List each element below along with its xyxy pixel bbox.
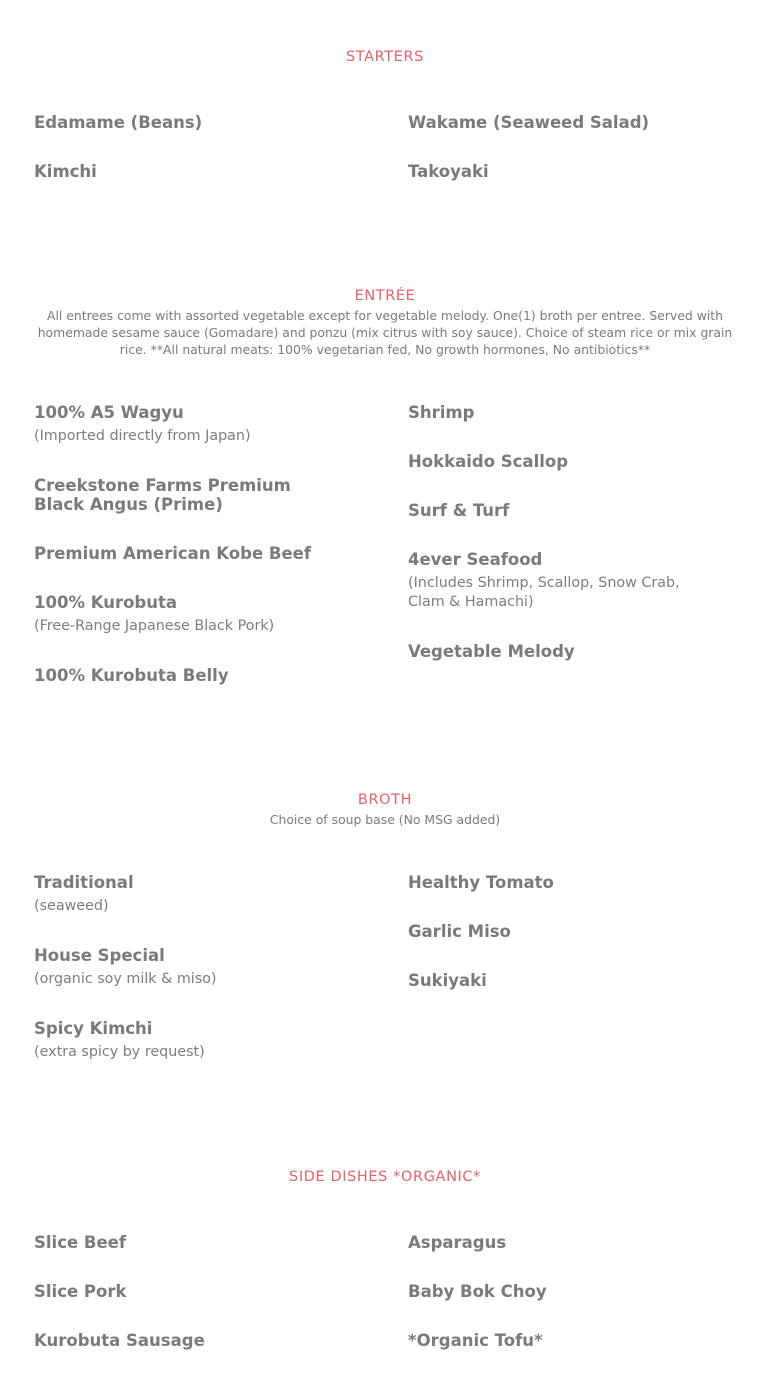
menu-item-name: 100% Kurobuta Belly [34,666,229,685]
menu-item-name: Wakame (Seaweed Salad) [408,113,650,132]
menu-item-name: Premium American Kobe Beef [34,544,312,563]
menu-item [34,1019,364,1062]
menu-item-name: Edamame (Beans) [34,113,203,132]
menu-item [408,113,738,132]
menu-item [34,593,364,636]
entree-left-column [34,403,364,715]
menu-item-note: (extra spicy by request) [34,1044,205,1060]
menu-item-note: (Free-Range Japanese Black Pork) [34,618,275,634]
entree-right-column [408,403,738,691]
side-dishes-section [0,1168,770,1186]
menu-item-note: (organic soy milk & miso) [34,971,217,987]
menu-item-name: Slice Pork [34,1282,127,1301]
broth-description: Choice of soup base (No MSG added) [269,812,501,827]
broth-section [0,791,770,828]
menu-item-name: Surf & Turf [408,501,510,520]
menu-item-name: 100% Kurobuta [34,593,178,612]
menu-item-name: Kurobuta Sausage [34,1331,205,1350]
menu-item-name: Kimchi [34,162,97,181]
menu-item-name: Hokkaido Scallop [408,452,569,471]
menu-item [34,113,364,132]
menu-item [408,1331,738,1350]
menu-item [408,550,738,612]
broth-left-column [34,873,364,1092]
menu-item-note: (Imported directly from Japan) [34,428,251,444]
entree-section [0,287,770,358]
menu-item [34,1233,364,1252]
menu-item [408,403,738,422]
menu-item-name: Asparagus [408,1233,507,1252]
menu-item-name: Vegetable Melody [408,642,575,661]
menu-item-note: (seaweed) [34,898,109,914]
menu-item-name: Baby Bok Choy [408,1282,547,1301]
entree-title: ENTRÉE [354,288,416,304]
menu-item [408,873,738,892]
menu-item-name: Slice Beef [34,1233,127,1252]
menu-item-name: 100% A5 Wagyu [34,403,184,422]
starters-right-column [408,113,738,211]
menu-item-name: Creekstone Farms Premium Black Angus (Prime) [34,476,291,514]
menu-item [34,1331,364,1350]
starters-section [0,48,770,66]
side-dishes-right-column [408,1233,738,1380]
menu-item [34,544,364,563]
side-dishes-title: SIDE DISHES *ORGANIC* [289,1169,481,1185]
menu-item [408,971,738,990]
menu-item-name: House Special [34,946,165,965]
menu-item-name: Spicy Kimchi [34,1019,153,1038]
menu-item [408,501,738,520]
broth-right-column [408,873,738,1020]
menu-item [34,873,364,916]
menu-item [408,1233,738,1252]
side-dishes-left-column [34,1233,364,1380]
menu-item [408,922,738,941]
menu-item [34,946,364,989]
menu-item-name: Healthy Tomato [408,873,554,892]
menu-item [408,642,738,661]
menu-item-name: *Organic Tofu* [408,1331,543,1350]
broth-title: BROTH [357,792,413,808]
entree-description: All entrees come with assorted vegetable except for vegetable melody. One(1) broth per entree. Served with homemade sesame sauce (Gomadare) and ponzu (mix citrus with soy sauce). Choice of steam rice or mix grain rice. **All natural meats: 100% vegetarian fed, No growth hormones, No antibiotics** [37,308,733,357]
menu-item-name: Shrimp [408,403,475,422]
starters-left-column [34,113,364,211]
menu-item [408,162,738,181]
menu-item [34,162,364,181]
menu-item [408,1282,738,1301]
menu-item [408,452,738,471]
starters-title: STARTERS [346,49,424,65]
menu-item-note: (Includes Shrimp, Scallop, Snow Crab, Clam & Hamachi) [408,575,680,610]
menu-item-name: Sukiyaki [408,971,487,990]
menu-item-name: Garlic Miso [408,922,511,941]
menu-item-name: Takoyaki [408,162,489,181]
menu-item-name: Traditional [34,873,134,892]
menu-item-name: 4ever Seafood [408,550,543,569]
menu-item [34,476,364,514]
menu-item [34,403,364,446]
menu-item [34,666,364,685]
menu-item [34,1282,364,1301]
